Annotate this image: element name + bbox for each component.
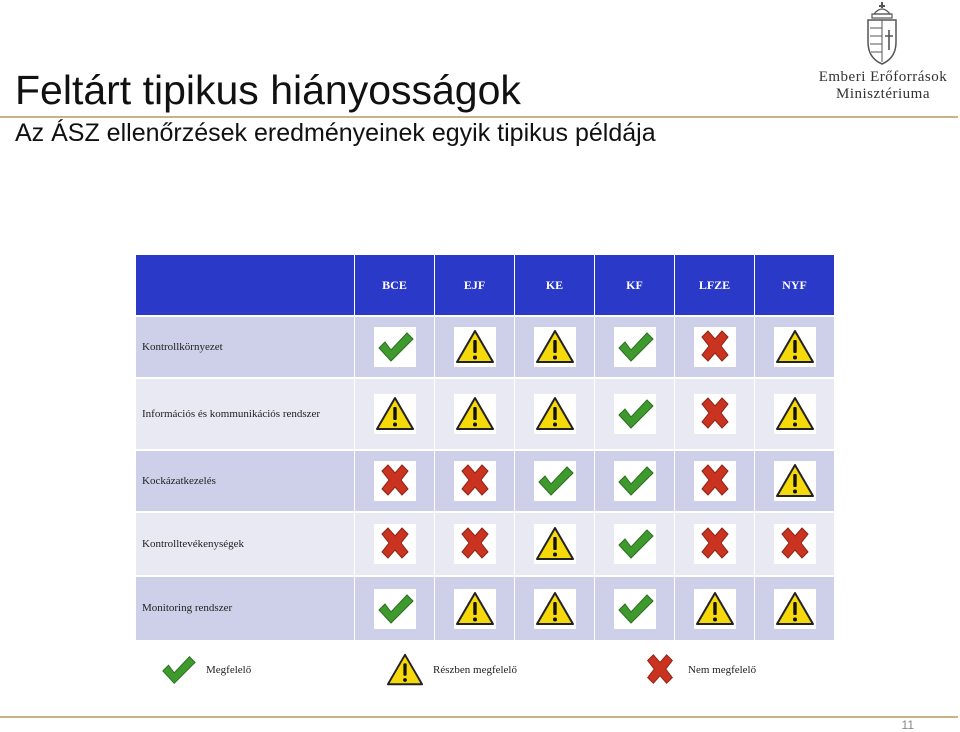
column-header: NYF	[755, 255, 835, 316]
rating-cell	[355, 316, 435, 378]
rating-cell	[435, 576, 515, 640]
column-header: BCE	[355, 255, 435, 316]
rating-cell	[595, 450, 675, 512]
rating-cell	[515, 450, 595, 512]
check-icon	[534, 461, 576, 501]
cross-icon	[640, 651, 680, 689]
column-header: EJF	[435, 255, 515, 316]
rating-cell	[435, 450, 515, 512]
cross-icon	[694, 327, 736, 367]
check-icon	[614, 394, 656, 434]
warning-icon	[774, 461, 816, 501]
rating-cell	[755, 378, 835, 450]
cross-icon	[774, 524, 816, 564]
table-row	[136, 450, 835, 512]
table-row	[136, 512, 835, 576]
cross-icon	[374, 524, 416, 564]
table-row	[136, 316, 835, 378]
warning-icon	[774, 394, 816, 434]
rating-cell	[595, 316, 675, 378]
rating-cell	[755, 450, 835, 512]
row-label: Monitoring rendszer	[136, 576, 355, 640]
ministry-logo	[808, 2, 958, 112]
legend-item	[640, 650, 756, 690]
slide-subtitle: Az ÁSZ ellenőrzések eredményeinek egyik tipikus példája	[15, 119, 656, 147]
cross-icon	[694, 394, 736, 434]
rating-cell	[755, 512, 835, 576]
rating-cell	[515, 576, 595, 640]
check-icon	[374, 589, 416, 629]
column-header: KF	[595, 255, 675, 316]
check-icon	[158, 651, 198, 689]
warning-icon	[374, 394, 416, 434]
row-label: Kontrollkörnyezet	[136, 316, 355, 378]
slide-title: Feltárt tipikus hiányosságok	[15, 67, 521, 113]
rating-cell	[675, 316, 755, 378]
cross-icon	[454, 524, 496, 564]
table-row	[136, 576, 835, 640]
warning-icon	[454, 327, 496, 367]
check-icon	[614, 524, 656, 564]
legend-label: Nem megfelelő	[688, 664, 757, 676]
warning-icon	[774, 327, 816, 367]
warning-icon	[454, 589, 496, 629]
cross-icon	[374, 461, 416, 501]
legend-label: Megfelelő	[206, 664, 252, 676]
rating-cell	[355, 512, 435, 576]
assessment-matrix	[136, 255, 835, 645]
rating-cell	[755, 576, 835, 640]
warning-icon	[534, 394, 576, 434]
warning-icon	[534, 524, 576, 564]
rating-cell	[755, 316, 835, 378]
row-label: Kockázatkezelés	[136, 450, 355, 512]
logo-text-line1: Emberi Erőforrások	[818, 69, 948, 85]
check-icon	[614, 589, 656, 629]
bottom-divider	[0, 716, 958, 718]
warning-icon	[534, 589, 576, 629]
table-row	[136, 378, 835, 450]
legend	[0, 650, 960, 690]
row-label: Kontrolltevékenységek	[136, 512, 355, 576]
warning-icon	[694, 589, 736, 629]
hungarian-coat-of-arms-icon	[860, 2, 904, 68]
rating-cell	[515, 316, 595, 378]
rating-cell	[595, 512, 675, 576]
logo-text-line2: Minisztériuma	[836, 86, 930, 102]
check-icon	[614, 461, 656, 501]
page-number: 11	[901, 718, 914, 732]
cross-icon	[694, 524, 736, 564]
cross-icon	[694, 461, 736, 501]
column-header: LFZE	[675, 255, 755, 316]
assessment-table	[136, 255, 835, 640]
rating-cell	[355, 378, 435, 450]
rating-cell	[675, 512, 755, 576]
check-icon	[614, 327, 656, 367]
rating-cell	[515, 512, 595, 576]
header-corner	[136, 255, 355, 316]
column-header: KE	[515, 255, 595, 316]
rating-cell	[435, 316, 515, 378]
legend-item	[385, 650, 517, 690]
rating-cell	[435, 378, 515, 450]
rating-cell	[675, 450, 755, 512]
rating-cell	[595, 576, 675, 640]
row-label: Információs és kommunikációs rendszer	[136, 378, 355, 450]
rating-cell	[675, 378, 755, 450]
rating-cell	[515, 378, 595, 450]
check-icon	[374, 327, 416, 367]
cross-icon	[454, 461, 496, 501]
legend-label: Részben megfelelő	[433, 664, 517, 676]
rating-cell	[675, 576, 755, 640]
warning-icon	[774, 589, 816, 629]
rating-cell	[595, 378, 675, 450]
warning-icon	[385, 651, 425, 689]
header-row	[136, 255, 835, 316]
rating-cell	[435, 512, 515, 576]
warning-icon	[454, 394, 496, 434]
rating-cell	[355, 450, 435, 512]
warning-icon	[534, 327, 576, 367]
legend-item	[158, 650, 251, 690]
rating-cell	[355, 576, 435, 640]
